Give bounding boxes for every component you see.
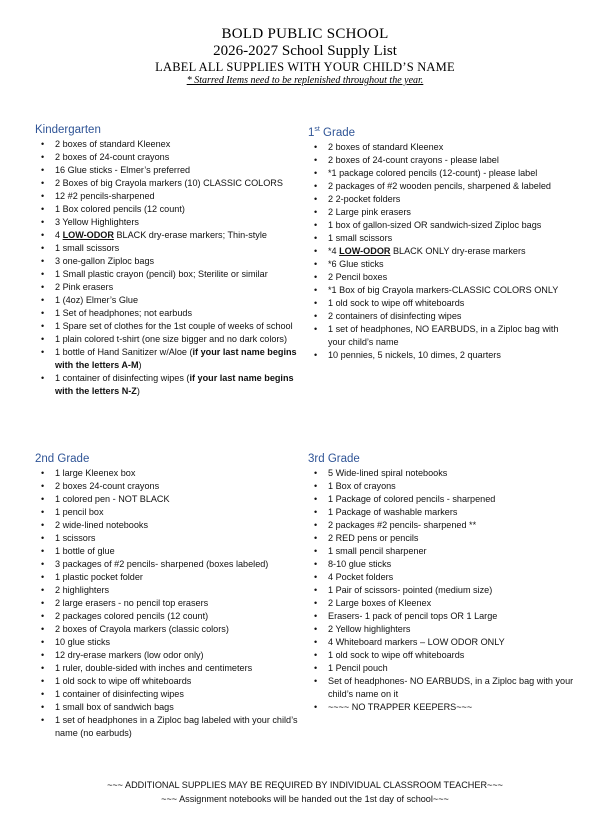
list-item: • 4 Pocket folders bbox=[308, 571, 578, 584]
list-item: • 2 containers of disinfecting wipes bbox=[308, 310, 578, 323]
list-item: • 12 dry-erase markers (low odor only) bbox=[35, 649, 300, 662]
list-item: • 1 bottle of Hand Sanitizer w/Aloe (if your last name begins with the letters A-M) bbox=[35, 346, 300, 372]
list-item: • 1 old sock to wipe off whiteboards bbox=[308, 297, 578, 310]
list-item: • 2 boxes of Crayola markers (classic colors) bbox=[35, 623, 300, 636]
list-item: • 2 Boxes of big Crayola markers (10) CLASSIC COLORS bbox=[35, 177, 300, 190]
list-item: • 1 plain colored t-shirt (one size bigger and no dark colors) bbox=[35, 333, 300, 346]
list-item: • 2 highlighters bbox=[35, 584, 300, 597]
list-item: • 1 Package of washable markers bbox=[308, 506, 578, 519]
list-item: • 1 scissors bbox=[35, 532, 300, 545]
list-item: • 2 Pencil boxes bbox=[308, 271, 578, 284]
list-item: • 1 bottle of glue bbox=[35, 545, 300, 558]
first-grade-section bbox=[308, 123, 578, 362]
list-item: • 2 Large boxes of Kleenex bbox=[308, 597, 578, 610]
list-item: • 1 plastic pocket folder bbox=[35, 571, 300, 584]
list-item: • 2 Yellow highlighters bbox=[308, 623, 578, 636]
list-item: • 2 boxes of standard Kleenex bbox=[35, 138, 300, 151]
list-item: • *1 package colored pencils (12-count) - please label bbox=[308, 167, 578, 180]
kindergarten-section bbox=[35, 123, 300, 398]
list-item: • 2 boxes of 24-count crayons bbox=[35, 151, 300, 164]
list-item: • 3 Yellow Highlighters bbox=[35, 216, 300, 229]
list-item: • 1 old sock to wipe off whiteboards bbox=[308, 649, 578, 662]
footer-assignment-notebooks: ~~~ Assignment notebooks will be handed out the 1st day of school~~~ bbox=[161, 794, 449, 804]
list-item: • 2 boxes of standard Kleenex bbox=[308, 141, 578, 154]
second-grade-title: 2nd Grade bbox=[35, 453, 90, 465]
third-grade-section bbox=[308, 452, 578, 714]
list-item: • *4 LOW-ODOR BLACK ONLY dry-erase markers bbox=[308, 245, 578, 258]
kindergarten-title: Kindergarten bbox=[35, 124, 101, 136]
list-item: • 2 RED pens or pencils bbox=[308, 532, 578, 545]
label-instruction: LABEL ALL SUPPLIES WITH YOUR CHILD’S NAME bbox=[155, 60, 455, 74]
first-grade-list bbox=[308, 141, 578, 362]
list-item: • 3 packages of #2 pencils- sharpened (boxes labeled) bbox=[35, 558, 300, 571]
list-item: • 2 Pink erasers bbox=[35, 281, 300, 294]
list-item: • 1 Pencil pouch bbox=[308, 662, 578, 675]
list-item: • 1 container of disinfecting wipes (if your last name begins with the letters N-Z) bbox=[35, 372, 300, 398]
list-item: • 1 set of headphones in a Ziploc bag labeled with your child’s name (no earbuds) bbox=[35, 714, 300, 740]
second-grade-list bbox=[35, 467, 300, 740]
list-item: • 5 Wide-lined spiral notebooks bbox=[308, 467, 578, 480]
list-item: • 2 packages #2 pencils- sharpened ** bbox=[308, 519, 578, 532]
list-item: • 1 colored pen - NOT BLACK bbox=[35, 493, 300, 506]
list-item: • 1 small scissors bbox=[35, 242, 300, 255]
list-item: • 1 Small plastic crayon (pencil) box; Sterilite or similar bbox=[35, 268, 300, 281]
list-item: • 1 old sock to wipe off whiteboards bbox=[35, 675, 300, 688]
second-grade-section bbox=[35, 452, 300, 740]
list-item: • 1 set of headphones, NO EARBUDS, in a Ziploc bag with your child’s name bbox=[308, 323, 578, 349]
list-item: • 1 Pair of scissors- pointed (medium size) bbox=[308, 584, 578, 597]
list-item: • *6 Glue sticks bbox=[308, 258, 578, 271]
list-item: • 1 small scissors bbox=[308, 232, 578, 245]
list-item: • Erasers- 1 pack of pencil tops OR 1 Large bbox=[308, 610, 578, 623]
list-item: • 3 one-gallon Ziploc bags bbox=[35, 255, 300, 268]
list-item: • 12 #2 pencils-sharpened bbox=[35, 190, 300, 203]
list-item: • *1 Box of big Crayola markers-CLASSIC COLORS ONLY bbox=[308, 284, 578, 297]
footer-additional-supplies: ~~~ ADDITIONAL SUPPLIES MAY BE REQUIRED BY INDIVIDUAL CLASSROOM TEACHER~~~ bbox=[107, 780, 503, 790]
list-item: • 2 2-pocket folders bbox=[308, 193, 578, 206]
list-item: • 2 large erasers - no pencil top erasers bbox=[35, 597, 300, 610]
third-grade-list bbox=[308, 467, 578, 714]
list-item: • 1 container of disinfecting wipes bbox=[35, 688, 300, 701]
list-item: • 1 box of gallon-sized OR sandwich-sized Ziploc bags bbox=[308, 219, 578, 232]
list-item: • 1 small pencil sharpener bbox=[308, 545, 578, 558]
list-item: • 4 Whiteboard markers – LOW ODOR ONLY bbox=[308, 636, 578, 649]
list-item: • 2 boxes 24-count crayons bbox=[35, 480, 300, 493]
list-item: • 2 packages colored pencils (12 count) bbox=[35, 610, 300, 623]
third-grade-title: 3rd Grade bbox=[308, 453, 360, 465]
list-item: • 2 packages of #2 wooden pencils, sharpened & labeled bbox=[308, 180, 578, 193]
list-item: • 1 (4oz) Elmer’s Glue bbox=[35, 294, 300, 307]
list-item: • 2 Large pink erasers bbox=[308, 206, 578, 219]
list-item: • 10 glue sticks bbox=[35, 636, 300, 649]
list-item: • 1 Box of crayons bbox=[308, 480, 578, 493]
list-item: • 1 Box colored pencils (12 count) bbox=[35, 203, 300, 216]
list-item: • 1 ruler, double-sided with inches and centimeters bbox=[35, 662, 300, 675]
school-name: BOLD PUBLIC SCHOOL bbox=[221, 26, 389, 42]
list-item: • 16 Glue sticks - Elmer’s preferred bbox=[35, 164, 300, 177]
list-item: • ~~~~ NO TRAPPER KEEPERS~~~ bbox=[308, 701, 578, 714]
first-grade-title: 1st Grade bbox=[308, 126, 356, 139]
list-item: • 1 large Kleenex box bbox=[35, 467, 300, 480]
list-item: • Set of headphones- NO EARBUDS, in a Ziploc bag with your child’s name on it bbox=[308, 675, 578, 701]
list-item: • 2 wide-lined notebooks bbox=[35, 519, 300, 532]
list-item: • 2 boxes of 24-count crayons - please label bbox=[308, 154, 578, 167]
list-item: • 4 LOW-ODOR BLACK dry-erase markers; Thin-style bbox=[35, 229, 300, 242]
list-item: • 8-10 glue sticks bbox=[308, 558, 578, 571]
list-item: • 1 Set of headphones; not earbuds bbox=[35, 307, 300, 320]
list-title: 2026-2027 School Supply List bbox=[213, 43, 397, 59]
starred-note: * Starred Items need to be replenished throughout the year. bbox=[186, 75, 424, 86]
kindergarten-list bbox=[35, 138, 300, 398]
list-item: • 1 pencil box bbox=[35, 506, 300, 519]
list-item: • 1 small box of sandwich bags bbox=[35, 701, 300, 714]
list-item: • 1 Spare set of clothes for the 1st couple of weeks of school bbox=[35, 320, 300, 333]
page-header bbox=[0, 26, 610, 87]
list-item: • 1 Package of colored pencils - sharpened bbox=[308, 493, 578, 506]
list-item: • 10 pennies, 5 nickels, 10 dimes, 2 quarters bbox=[308, 349, 578, 362]
